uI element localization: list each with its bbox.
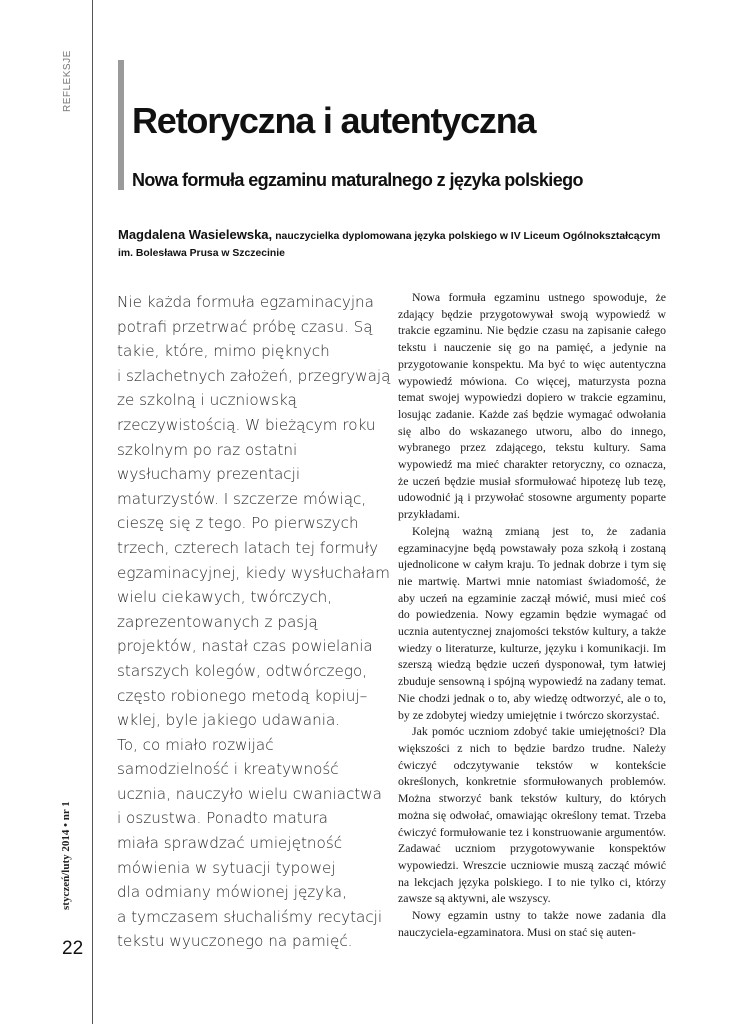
author-name: Magdalena Wasielewska, bbox=[118, 227, 273, 242]
lead-line: potrafi przetrwać próbę czasu. Są bbox=[117, 317, 373, 336]
lead-line: wysłuchamy prezentacji bbox=[117, 465, 301, 484]
margin-rule bbox=[92, 0, 93, 1024]
lead-line: i szlachetnych założeń, przegrywają bbox=[117, 366, 391, 385]
lead-line: takie, które, mimo pięknych bbox=[117, 342, 330, 361]
article-title: Retoryczna i autentyczna bbox=[132, 100, 536, 141]
lead-line: mówienia w sytuacji typowej bbox=[117, 858, 336, 877]
body-paragraph: Nowa formuła egzaminu ustnego spowoduje, że zdający będzie przygotowywał swoją wypowiedź w trakcie egzaminu. Nie będzie czasu na zapisanie całego tekstu i nauczenie się go na pamięć, a jedynie na przygotowanie konspektu. Ma być to więc autentyczna wypowiedź mówiona. Co więcej, maturzysta pozna temat swojej wypowiedzi dopiero w trakcie egzaminu, losując zadanie. Każde zaś będzie wymagać odwołania się albo do wskazanego utworu, albo do innego, wybranego przez zdającego, tekstu kultury. Sama wypowiedź ma mieć charakter retoryczny, co oznacza, że uczeń będzie musiał sformułować hipotezę lub tezę, udowodnić ją i przywołać stosowne argumenty poparte przykładami. bbox=[398, 290, 666, 522]
lead-line: szkolnym po raz ostatni bbox=[117, 440, 298, 459]
section-label: REFLEKSJE bbox=[62, 50, 73, 112]
lead-line: projektów, nastał czas powielania bbox=[117, 637, 373, 656]
article-subtitle: Nowa formuła egzaminu maturalnego z języka polskiego bbox=[132, 170, 583, 190]
lead-line: często robionego metodą kopiuj– bbox=[117, 686, 368, 705]
lead-line: miała sprawdzać umiejętność bbox=[117, 834, 343, 853]
lead-line: trzech, czterech latach tej formuły bbox=[117, 538, 379, 557]
lead-line: rzeczywistością. W bieżącym roku bbox=[117, 415, 376, 434]
lead-line: wielu ciekawych, twórczych, bbox=[117, 588, 333, 607]
author-description: nauczycielka dyplomowana języka polskiego w IV Liceum Ogólnokształcącym im. Bolesława Prusa w Szczecinie bbox=[118, 231, 661, 259]
lead-line: samodzielność i kreatywność bbox=[117, 760, 339, 779]
lead-line: ucznia, nauczyło wielu cwaniactwa bbox=[117, 784, 382, 803]
issue-label: styczeń/luty 2014 • nr 1 bbox=[60, 801, 72, 910]
lead-line: a tymczasem słuchaliśmy recytacji bbox=[117, 907, 383, 926]
lead-line: dla odmiany mówionej języka, bbox=[117, 883, 347, 902]
lead-line: Nie każda formuła egzaminacyjna bbox=[117, 293, 374, 311]
body-column bbox=[398, 289, 666, 940]
author-byline bbox=[118, 226, 678, 262]
lead-line: To, co miało rozwijać bbox=[117, 735, 274, 754]
lead-line: wklej, byle jakiego udawania. bbox=[117, 711, 341, 730]
lead-line: tekstu wyuczonego na pamięć. bbox=[117, 932, 353, 951]
lead-line: i oszustwa. Ponadto matura bbox=[117, 809, 328, 828]
lead-line: egzaminacyjnej, kiedy wysłuchałam bbox=[117, 563, 390, 582]
lead-paragraph bbox=[117, 290, 391, 954]
lead-line: zaprezentowanych z pasją bbox=[117, 612, 318, 631]
body-paragraph: Nowy egzamin ustny to także nowe zadania dla nauczyciela-egzaminatora. Musi on stać się auten- bbox=[398, 908, 666, 939]
title-accent-bar bbox=[118, 60, 124, 190]
lead-line: maturzystów. I szczerze mówiąc, bbox=[117, 489, 367, 508]
body-paragraph: Jak pomóc uczniom zdobyć takie umiejętności? Dla większości z nich to będzie bardzo trudne. Należy ćwiczyć odczytywanie tekstów w kontekście określonych, konkretnie sformułowanych problemów. Można stworzyć bank tekstów kultury, do których można się odwołać, omawiając określony temat. Trzeba ćwiczyć formułowanie tez i konstruowanie argumentów. Zadawać uczniom przygotowywanie konspektów wypowiedzi. Wreszcie uczniowie muszą zacząć mówić na lekcjach języka polskiego. I to nie tylko ci, którzy zawsze są aktywni, ale wszyscy. bbox=[398, 724, 666, 906]
page-number: 22 bbox=[62, 938, 84, 959]
lead-line: cieszę się z tego. Po pierwszych bbox=[117, 514, 359, 533]
lead-line: starszych kolegów, odtwórczego, bbox=[117, 661, 368, 680]
body-paragraph: Kolejną ważną zmianą jest to, że zadania egzaminacyjne będą powstawały poza szkołą i zostaną ujednolicone w całym kraju. To jednak dobrze i tym się nie martwię. Martwi mnie natomiast świadomość, że aby uczeń na egzaminie zaczął mówić, musi mieć coś do powiedzenia. Nowy egzamin będzie wymagać od ucznia autentycznej znajomości tekstów kultury, a także wiedzy o literaturze, kulturze, języku i komunikacji. Im szerszą wiedzą będzie uczeń dysponował, tym łatwiej zbuduje sensowną i spójną wypowiedź na zadany temat. Nie chodzi jednak o to, aby wiedzę odtworzyć, ale o to, by ze zdobytej wiedzy umiejętnie i twórczo skorzystać. bbox=[398, 523, 666, 722]
lead-line: ze szkolną i uczniowską bbox=[117, 391, 297, 410]
